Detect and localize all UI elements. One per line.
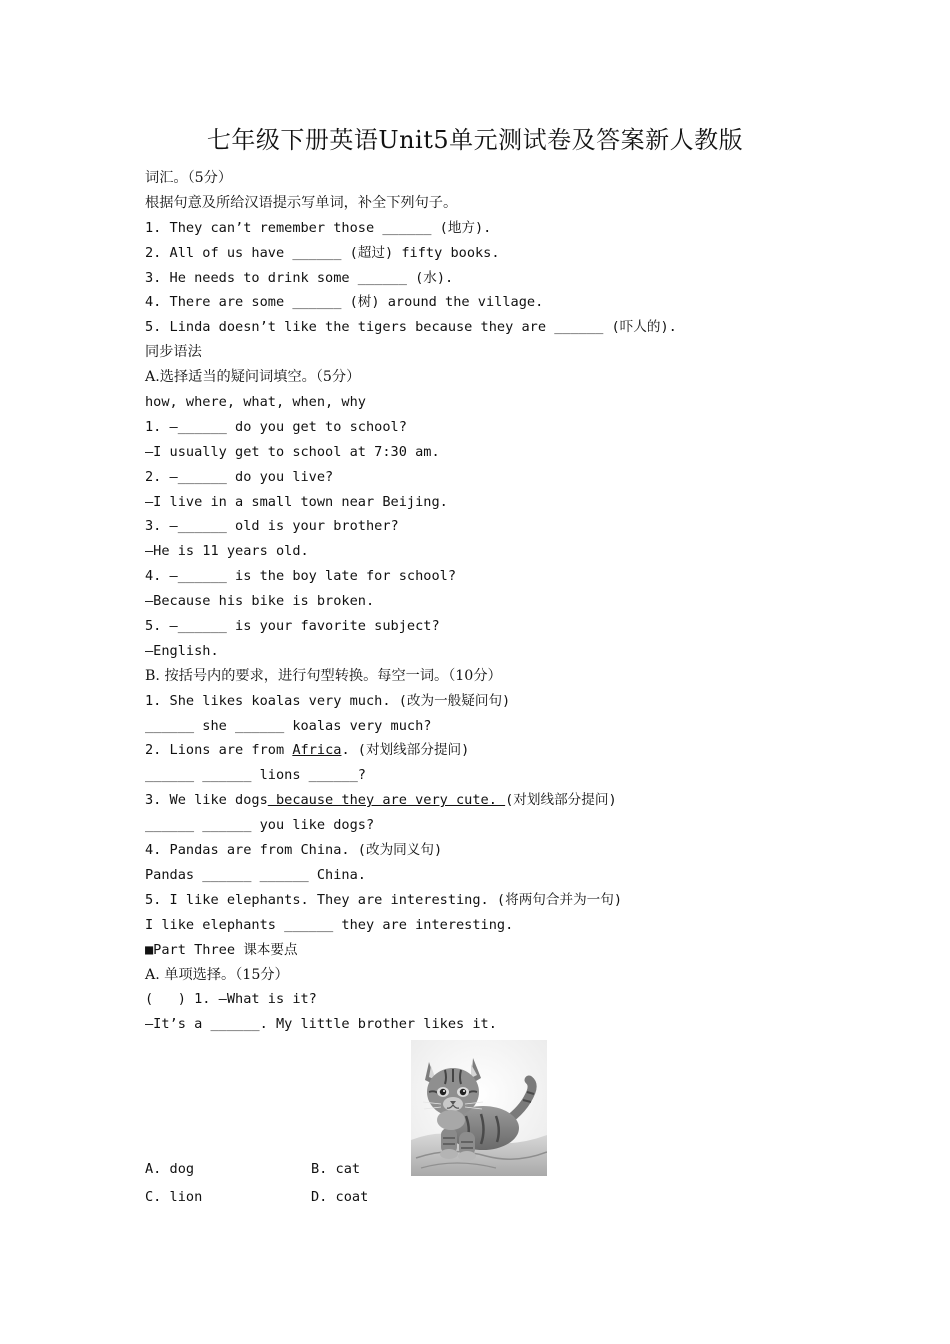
grammar-part-b-heading: B. 按括号内的要求，进行句型转换。每空一词。（10分） (145, 667, 502, 684)
grammar-part-a-heading: A.选择适当的疑问词填空。（5分） (145, 369, 361, 386)
vocab-item: 1. They can’t remember those ______ (地方). (145, 219, 492, 236)
q2-underlined-text: Africa (292, 742, 342, 759)
q2-instruction: . (对划线部分提问) (341, 742, 470, 759)
transform-answer-5: I like elephants ______ they are interesting. (145, 916, 514, 933)
grammar-item: —He is 11 years old. (145, 543, 309, 560)
transform-answer-2: ______ ______ lions ______? (145, 767, 366, 784)
option-d: D. coat (311, 1189, 369, 1205)
option-c: C. lion (145, 1189, 203, 1205)
grammar-item: —I usually get to school at 7:30 am. (145, 443, 440, 460)
grammar-item: 5. —______ is your favorite subject? (145, 618, 440, 635)
vocab-instruction: 根据句意及所给汉语提示写单词，补全下列句子。 (145, 194, 458, 211)
vocab-item: 5. Linda doesn’t like the tigers because they are ______ (吓人的). (145, 319, 677, 336)
vocab-item: 2. All of us have ______ (超过) fifty books. (145, 244, 500, 261)
document-body (145, 166, 865, 1037)
document-title: 七年级下册英语Unit5单元测试卷及答案新人教版 (206, 126, 744, 154)
transform-question-3 (145, 788, 865, 813)
vocab-heading: 词汇。（5分） (145, 170, 233, 186)
transform-answer-3: ______ ______ you like dogs? (145, 817, 375, 834)
vocab-item: 4. There are some ______ (树) around the village. (145, 294, 544, 311)
option-a: A. dog (145, 1161, 195, 1177)
grammar-heading: 同步语法 (145, 344, 202, 361)
transform-question-2 (145, 738, 865, 763)
transform-answer-1: ______ she ______ koalas very much? (145, 717, 432, 734)
part-three-heading: ■Part Three 课本要点 (145, 941, 298, 958)
part-three-a-heading: A. 单项选择。（15分） (145, 966, 289, 983)
cat-photo-image (411, 1040, 547, 1176)
vocab-item: 3. He needs to drink some ______ (水). (145, 269, 454, 286)
transform-question-1: 1. She likes koalas very much. (改为一般疑问句) (145, 692, 511, 709)
transform-answer-4: Pandas ______ ______ China. (145, 866, 366, 883)
transform-question-4: 4. Pandas are from China. (改为同义句) (145, 842, 443, 859)
grammar-item: 2. —______ do you live? (145, 468, 334, 485)
mc-question-1: ( ) 1. —What is it? (145, 991, 317, 1008)
word-bank: how, where, what, when, why (145, 394, 366, 411)
option-b: B. cat (311, 1161, 361, 1177)
transform-question-5: 5. I like elephants. They are interesting. (将两句合并为一句) (145, 891, 623, 908)
grammar-item: 3. —______ old is your brother? (145, 518, 399, 535)
grammar-item: 4. —______ is the boy late for school? (145, 568, 456, 585)
q3-underlined-text: because they are very cute. (267, 792, 506, 809)
q2-text: 2. Lions are from (145, 742, 293, 759)
mc-question-1-line2: —It’s a ______. My little brother likes it. (145, 1016, 497, 1033)
grammar-item: 1. —______ do you get to school? (145, 418, 407, 435)
grammar-item: —Because his bike is broken. (145, 593, 375, 610)
grammar-item: —I live in a small town near Beijing. (145, 493, 448, 510)
grammar-item: —English. (145, 642, 219, 659)
q3-text: 3. We like dogs (145, 792, 268, 809)
q3-instruction: (对划线部分提问) (505, 792, 617, 809)
